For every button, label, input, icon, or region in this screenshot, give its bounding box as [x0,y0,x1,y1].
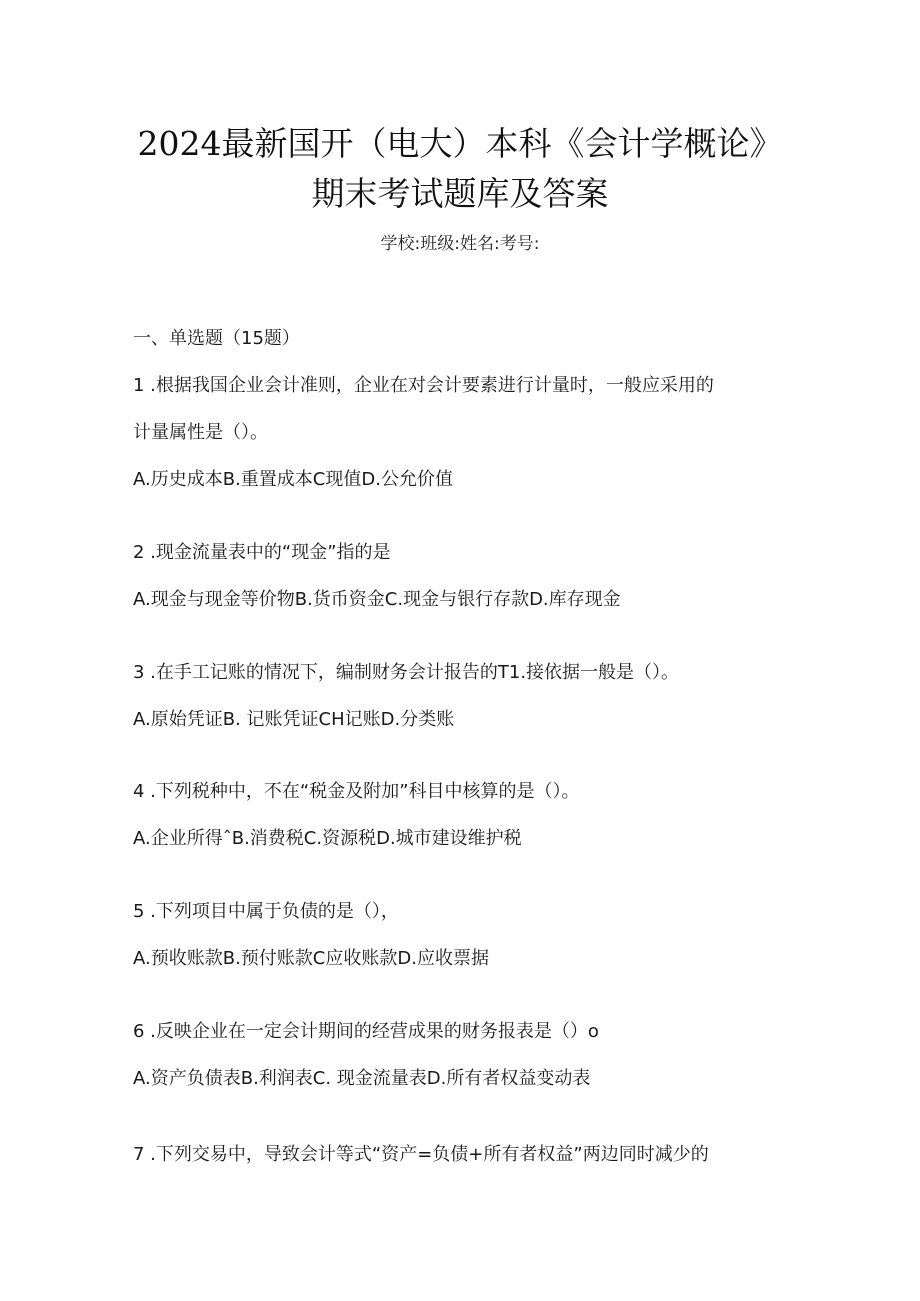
question-6-options: A.资产负债表B.利润表C. 现金流量表D.所有者权益变动表 [133,1068,591,1089]
question-7-stem-line-1: 7 .下列交易中，导致会计等式“资产=负债+所有者权益”两边同时减少的 [133,1144,709,1165]
question-5-stem: 5 .下列项目中属于负债的是（）， [133,901,399,922]
question-4-options: A.企业所得ˆB.消费税C.资源税D.城市建设维护税 [133,828,522,849]
question-4-stem: 4 .下列税种中，不在“税金及附加”科目中核算的是（）。 [133,781,580,802]
document-title-line-2: 期末考试题库及答案 [311,174,609,213]
question-5-options: A.预收账款B.预付账款C应收账款D.应收票据 [133,948,489,969]
question-3-stem: 3 .在手工记账的情况下，编制财务会计报告的T1.接依据一般是（）。 [133,662,680,683]
document-title-line-1: 2024最新国开（电大）本科《会计学概论》 [137,124,783,163]
section-heading: 一、单选题（15题） [133,328,300,349]
question-6-stem: 6 .反映企业在一定会计期间的经营成果的财务报表是（）o [133,1021,599,1042]
question-1-stem-line-2: 计量属性是（）。 [133,422,268,443]
question-2-stem: 2 .现金流量表中的“现金”指的是 [133,542,391,563]
question-3-options: A.原始凭证B. 记账凭证CH记账D.分类账 [133,709,455,730]
question-2-options: A.现金与现金等价物B.货币资金C.现金与银行存款D.库存现金 [133,589,621,610]
student-info-line: 学校:班级:姓名:考号: [380,234,540,254]
question-1-options: A.历史成本B.重置成本C现值D.公允价值 [133,469,453,490]
question-1-stem-line-1: 1 .根据我国企业会计准则，企业在对会计要素进行计量时，一般应采用的 [133,375,714,396]
